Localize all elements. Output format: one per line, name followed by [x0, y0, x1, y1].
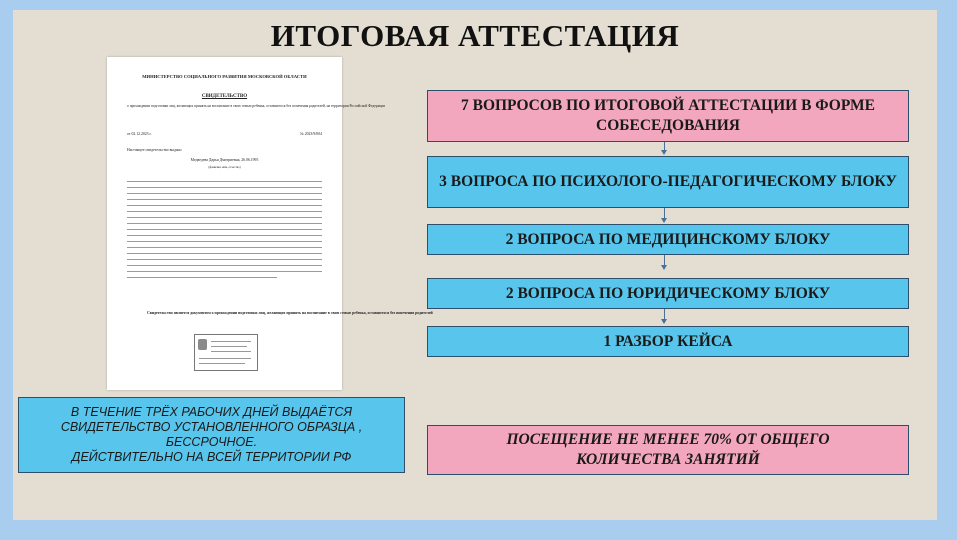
flow-step-medical: 2 ВОПРОСА ПО МЕДИЦИНСКОМУ БЛОКУ [427, 224, 909, 255]
doc-text-line [127, 235, 322, 236]
flow-step-legal: 2 ВОПРОСА ПО ЮРИДИЧЕСКОМУ БЛОКУ [427, 278, 909, 309]
doc-text-line [127, 205, 322, 206]
doc-text-line [127, 223, 322, 224]
coat-of-arms-icon [198, 339, 207, 350]
flow-step-interview: 7 ВОПРОСОВ ПО ИТОГОВОЙ АТТЕСТАЦИИ В ФОРМЕ СОБЕСЕДОВАНИЯ [427, 90, 909, 142]
doc-text-line [127, 241, 322, 242]
certificate-info-note [18, 397, 405, 473]
slide-title: ИТОГОВАЯ АТТЕСТАЦИЯ [270, 18, 680, 53]
doc-text-line [127, 253, 322, 254]
doc-text-line [127, 199, 322, 200]
doc-number: № 2023/9/004 [300, 132, 322, 136]
note-line: ДЕЙСТВИТЕЛЬНО НА ВСЕЙ ТЕРРИТОРИИ РФ [71, 450, 352, 464]
doc-issued-to: Настоящее свидетельство выдано [127, 148, 182, 152]
doc-text-line [127, 187, 322, 188]
stamp-line [211, 341, 251, 342]
doc-text-line [127, 265, 322, 266]
doc-text-line [127, 211, 322, 212]
note-line: СВИДЕТЕЛЬСТВО УСТАНОВЛЕННОГО ОБРАЗЦА , [60, 420, 363, 434]
doc-text-line [127, 193, 322, 194]
doc-footer: Свидетельство является документом о прохождении подготовки лиц, желающих принять на воспитание в свою семью ребенка, оставшегося без попечения родителей [147, 311, 433, 315]
doc-ministry: МИНИСТЕРСТВО СОЦИАЛЬНОГО РАЗВИТИЯ МОСКОВСКОЙ ОБЛАСТИ [142, 74, 307, 79]
attendance-requirement-note: ПОСЕЩЕНИЕ НЕ МЕНЕЕ 70% ОТ ОБЩЕГО КОЛИЧЕСТВА ЗАНЯТИЙ [427, 425, 909, 475]
arrow-down-icon [661, 150, 667, 155]
note-line: В ТЕЧЕНИЕ ТРЁХ РАБОЧИХ ДНЕЙ ВЫДАЁТСЯ [70, 405, 353, 419]
slide-panel [13, 10, 937, 520]
doc-text-line [127, 229, 322, 230]
doc-text-line [127, 259, 322, 260]
doc-text-line [127, 277, 277, 278]
doc-text-line [127, 247, 322, 248]
doc-text-line [127, 217, 322, 218]
doc-stamp [194, 334, 258, 371]
doc-text-line [127, 271, 322, 272]
doc-title: СВИДЕТЕЛЬСТВО [201, 94, 248, 99]
arrow-down-icon [661, 319, 667, 324]
certificate-document-image [107, 57, 433, 390]
arrow-down-icon [661, 218, 667, 223]
flow-step-case: 1 РАЗБОР КЕЙСА [427, 326, 909, 357]
doc-person: Медведева Дарья Дмитриевна, 26.06.1995 [190, 158, 259, 162]
stamp-line [211, 351, 251, 352]
note-line: БЕССРОЧНОЕ. [165, 435, 258, 449]
doc-subtitle: о прохождении подготовки лиц, желающих принять на воспитание в свою семью ребенка, оставшегося без попечения родителей, на территории Российской Федерации [127, 104, 386, 108]
stamp-line [211, 346, 247, 347]
doc-text-line [127, 181, 322, 182]
flow-step-psychology: 3 ВОПРОСА ПО ПСИХОЛОГО-ПЕДАГОГИЧЕСКОМУ БЛОКУ [427, 156, 909, 208]
doc-person-note: (фамилия, имя, отчество) [208, 165, 241, 169]
arrow-down-icon [661, 265, 667, 270]
stamp-line [199, 358, 251, 359]
stamp-line [199, 363, 245, 364]
doc-date: от 02.12.2023 г. [127, 132, 152, 136]
